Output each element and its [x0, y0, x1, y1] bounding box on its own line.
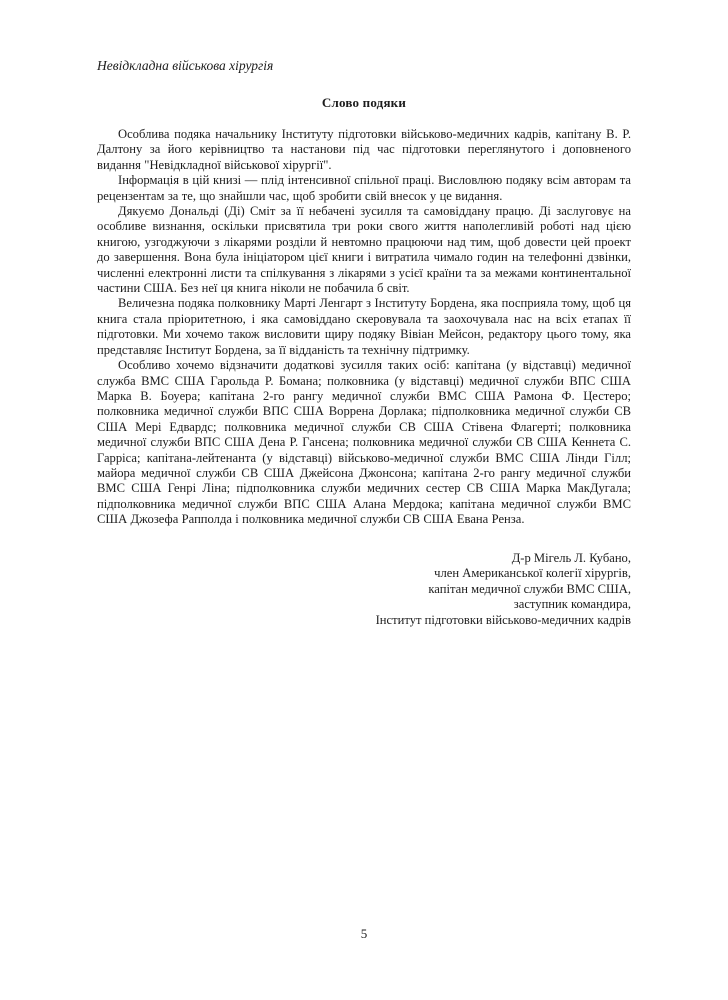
page-number: 5 [360, 926, 368, 941]
paragraph-acknowledgment-dalton: Особлива подяка начальнику Інституту підготовки військово-медичних кадрів, капітану В. Р. Далтону за його керівництво та настанови під час підготовки переглянутого і доповненого видання "Невідкладної військової хірургії". [97, 127, 631, 172]
paragraph-lenhart-mason: Величезна подяка полковнику Марті Ленгарт з Інституту Бордена, яка посприяла тому, щоб ця книга стала пріоритетною, і яка самовіддано скеровувала та заохочувала нас на всіх етапах її підготовки. Ми хочемо також висловити щиру подяку Вівіан Мейсон, редактору цього тому, яка представляє Інститут Бордена, за її відданість та технічну підтримку. [97, 296, 631, 357]
signature-rank: капітан медичної служби ВМС США, [428, 581, 631, 596]
running-title: Невідкладна військова хірургія [97, 58, 274, 73]
signature-block [97, 551, 631, 629]
signature-position: заступник командира, [513, 597, 631, 612]
paragraph-additional-contributors: Особливо хочемо відзначити додаткові зусилля таких осіб: капітана (у відставці) медичної служба ВМС США Гарольда Р. Бомана; полковника (у відставці) медичної служби ВПС США Марка В. Боуера; капітана 2-го рангу медичної служби ВМС США Рамона Ф. Цестеро; полковника медичної служби ВПС США Воррена Дорлака; підполковника медичної служби СВ США Мері Едвардс; полковника медичної служби СВ США Стівена Флагерті; полковника медичної служби ВПС США Дена Р. Гансена; полковника медичної служби СВ США Кеннета С. Гарріса; капітана-лейтенанта (у відставці) військово-медичної служби ВМС США Лінди Гілл; майора медичної служби СВ США Джейсона Джонсона; капітана 2-го рангу медичної служби ВМС США Генрі Ліна; підполковника служби медичних сестер СВ США Марка МакДугала; підполковника медичної служби ВПС США Алана Мердока; капітана медичної служби ВМС США Джозефа Рапполда і полковника медичної служби СВ США Евана Ренза. [97, 358, 631, 527]
paragraph-collective-work: Інформація в цій книзі — плід інтенсивної спільної праці. Висловлюю подяку всім авторам та рецензентам за те, що знайшли час, щоб зробити свій внесок у це видання. [97, 173, 631, 203]
signature-institute: Інститут підготовки військово-медичних кадрів [375, 612, 631, 627]
paragraph-donaldie-smith: Дякуємо Дональді (Ді) Сміт за її небачені зусилля та самовіддану працю. Ді заслуговує на особливе визнання, оскільки присвятила три роки свого життя наполегливій роботі над цією книгою, узгоджуючи з лікарями розділи й невтомно працюючи над тим, щоб довести цей проект до завершення. Вона була ініціатором цієї книги і витратила чимало годин на телефонні дзвінки, численні електронні листи та спілкування з лікарями з усієї країни та за межами континентальної частини США. Без неї ця книга ніколи не побачила б світ. [97, 204, 631, 296]
signature-name: Д-р Мігель Л. Кубано, [511, 550, 631, 565]
signature-affiliation: член Американської колегії хірургів, [434, 566, 631, 581]
page-title: Слово подяки [321, 95, 407, 110]
body-text [97, 127, 631, 528]
